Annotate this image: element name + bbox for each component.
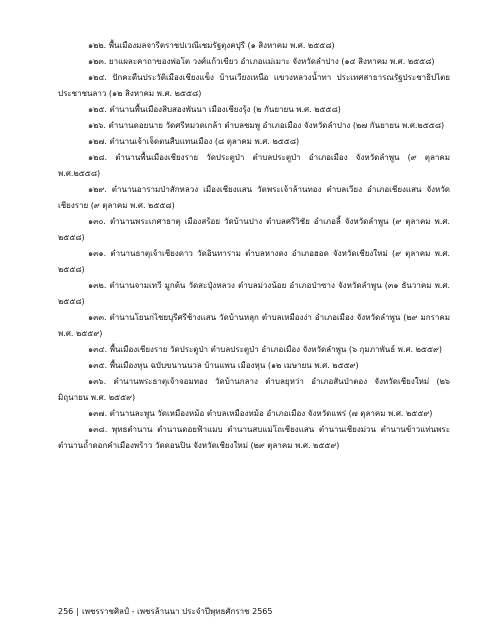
list-item: ๑๒๓. ยาแผละคาถาของพ่อโต วงศ์แก้วเขียว อำเภอแม่เมาะ จังหวัดลำปาง (๑๔ สิงหาคม พ.ศ. ๒๕๕๘) (88, 57, 435, 66)
list-item: ๑๓๗. ตำนานละพูน วัดเหมืองหม้อ ตำบลเหมืองหม้อ อำเภอเมือง จังหวัดแพร่ (๗ ตุลาคม พ.ศ. ๒๕๕๙) (88, 409, 433, 418)
journal-title: เพชรราชศิลป์ - เพชรล้านนา ประจำปีพุทธศักราช 2565 (81, 607, 273, 616)
page-number: 256 (58, 607, 74, 616)
list-item: ๑๒๕. ตำนานพื้นเมืองสิบสองพันนา เมืองเชียงรุ้ง (๒ กันยายน พ.ศ. ๒๕๕๘) (88, 105, 341, 114)
list-item: ๑๓๑. ตำนานธาตุเจ้าเชียงดาว วัดอินทาราม ตำบลหางดง อำเภอฮอด จังหวัดเชียงใหม่ (๙ ตุลาคม พ.ศ. ๒๕๕๘) (58, 249, 450, 274)
list-item: ๑๓๖. ตำนานพระธาตุเจ้าจอมทอง วัดบ้านกลาง ตำบลยุหว่า อำเภอสันป่าตอง จังหวัดเชียงใหม่ (๒๖ มิถุนายน พ.ศ. ๒๕๕๙) (58, 377, 450, 402)
list-item: ๑๓๐. ตำนานพระเกศาธาตุ เมืองสร้อย วัดบ้านปาง ตำบลศรีวิชัย อำเภอลี้ จังหวัดลำพูน (๙ ตุลาคม พ.ศ. ๒๕๕๘) (58, 217, 450, 242)
list-item: ๑๓๔. พื้นเมืองเชียงราย วัดประตูป่า ตำบลประตูป่า อำเภอเมือง จังหวัดลำพูน (๖ กุมภาพันธ์ พ.ศ. ๒๕๕๙) (88, 345, 442, 354)
page-footer (58, 606, 272, 618)
list-item: ๑๓๓. ตำนานโยนกไชยบุรีศรีช้างแสน วัดบ้านหลุก ตำบลเหมืองง่า อำเภอเมือง จังหวัดลำพูน (๒๙ มกราคม พ.ศ. ๒๕๕๙) (58, 313, 450, 338)
list-item: ๑๓๕. พื้นเมืองหุน ฉบับขนานนวล บ้านแพน เมืองหุน (๑๒ เมษายน พ.ศ. ๒๕๕๙) (88, 361, 359, 370)
list-item: ๑๓๒. ตำนานจามเทวี มูกต้น วัดสะปุ๋งหลวง ตำบลม่วงน้อย อำเภอป่าซาง จังหวัดลำพูน (๓๑ ธันวาคม พ.ศ. ๒๕๕๘) (58, 281, 450, 306)
list-item: ๑๒๗. ตำนานเจ้าเจ็ดตนสืบแทนเมือง (๘ ตุลาคม พ.ศ. ๒๕๕๘) (88, 137, 300, 146)
list-item: ๑๒๒. พื้นเมืองมลจารีตราชปเวณีเชมรัฐตุงคปุรี (๑ สิงหาคม พ.ศ. ๒๕๕๘) (88, 41, 335, 50)
list-item: ๑๒๔. ปักคะตืนประวัติเมืองเชียงแข็ง บ้านเวียงเหนือ แขวงหลวงน้ำทา ประเทศสาธารณรัฐประชาธิปไตยประชาชนลาว (๑๒ สิงหาคม พ.ศ. ๒๕๕๘) (58, 73, 450, 98)
list-item: ๑๒๘. ตำนานพื้นเมืองเชียงราย วัดประตูป่า ตำบลประตูป่า อำเภอเมือง จังหวัดลำพูน (๙ ตุลาคม พ.ศ.๒๕๕๘) (58, 153, 450, 178)
list-item: ๑๒๙. ตำนานอารามป่าสักหลวง เมืองเชียงแสน วัดพระเจ้าล้านทอง ตำบลเวียง อำเภอเชียงแสน จังหวัดเชียงราย (๙ ตุลาคม พ.ศ. ๒๕๕๘) (58, 185, 450, 210)
footer-divider: | (76, 607, 79, 616)
manuscript-list (58, 38, 450, 454)
list-item: ๑๒๖. ตำนานดอยนาย วัดศรีหมวดเกล้า ตำบลชมพู อำเภอเมือง จังหวัดลำปาง (๒๗ กันยายน พ.ศ.๒๕๕๘) (88, 121, 445, 130)
list-item: ๑๓๘. พุทธตำนาน ตำนานดอยฟ้าแมบ ตำนานสบแม่โถเชียงแสน ตำนานเชียงม่วน ตำนานข้าวแท่นพระ ตำนานถ้ำดอกคำเมืองพร้าว วัดดอนปิน จังหวัดเชียงใหม่ (๒๙ ตุลาคม พ.ศ. ๒๕๕๙) (58, 425, 450, 450)
